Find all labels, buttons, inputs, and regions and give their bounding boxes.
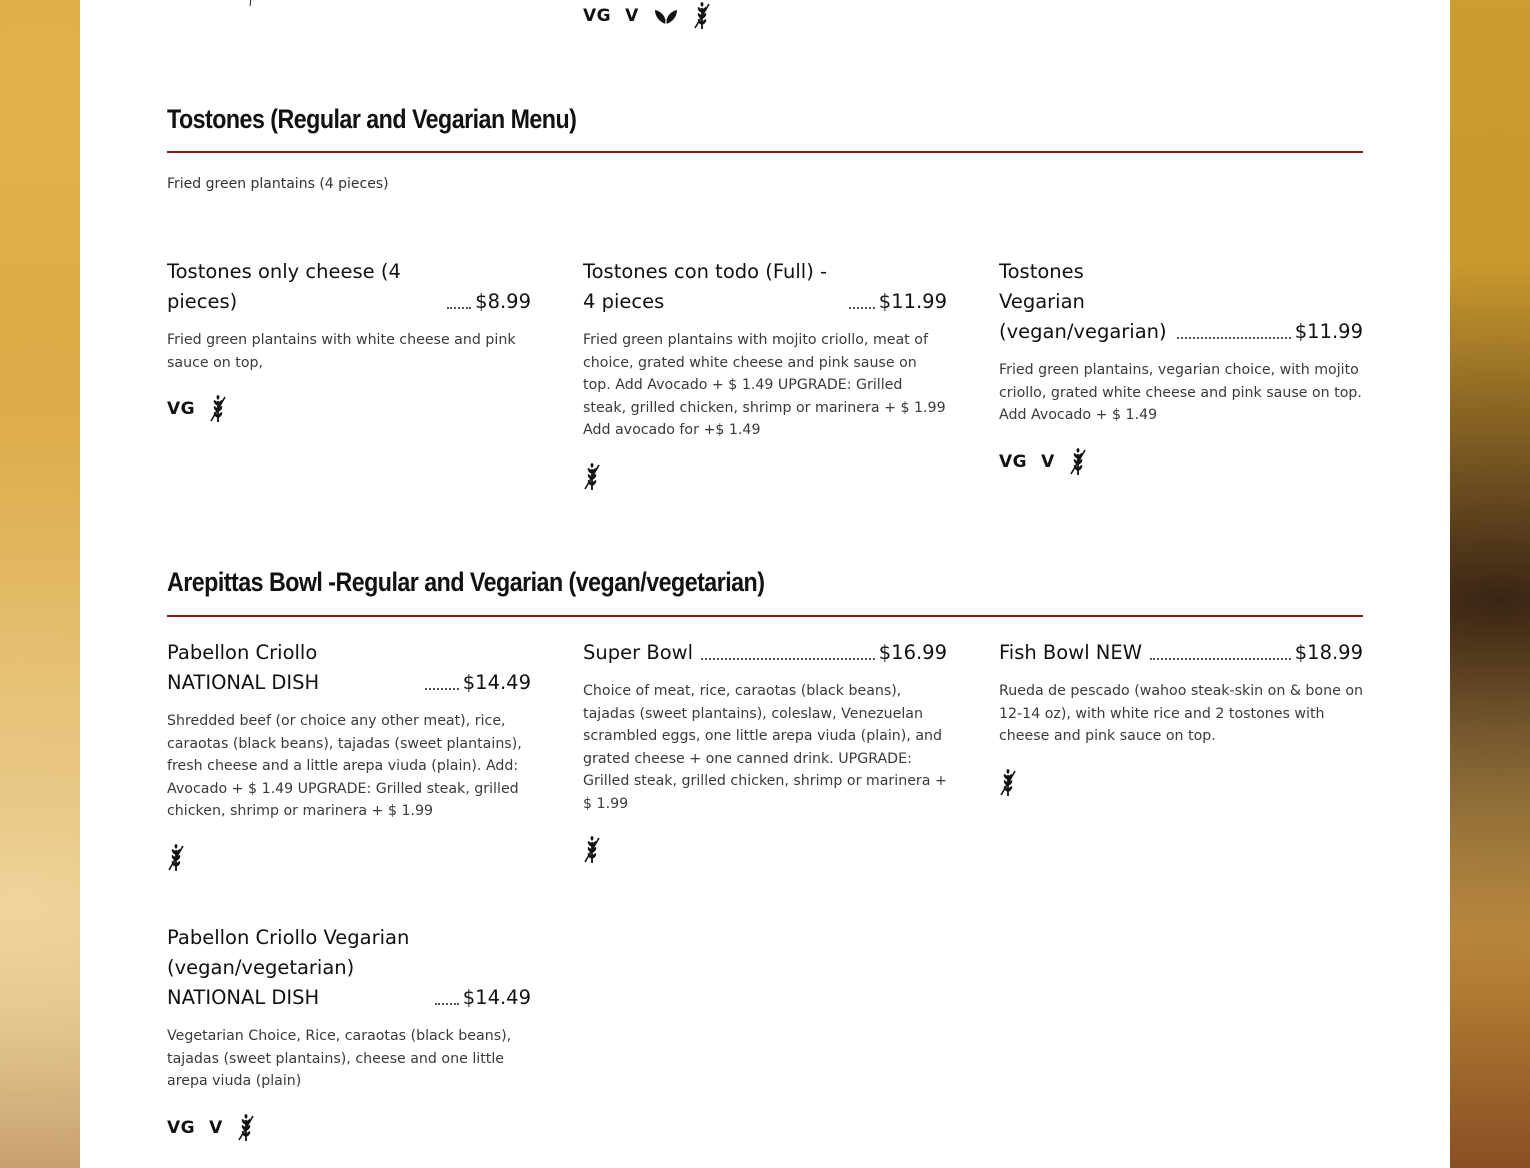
- item-price: $8.99: [475, 290, 531, 313]
- item-description: Vegetarian Choice, Rice, caraotas (black beans), tajadas (sweet plantains), cheese and one little arepa viuda (plain): [167, 1028, 512, 1089]
- item-tags: [167, 394, 531, 424]
- item-description: Fried green plantains, vegarian choice, with mojito criollo, grated white cheese and pink sause on top. Add Avocado + $ 1.49: [999, 362, 1362, 423]
- menu-item-tostones-con-todo: [583, 257, 947, 492]
- top-tags-row: [583, 2, 711, 30]
- gluten-free-icon: [244, 0, 258, 6]
- dot-leader: [435, 1003, 459, 1005]
- item-price: $14.49: [462, 671, 531, 694]
- leaf-icon: [653, 6, 679, 26]
- item-price: $14.49: [462, 986, 531, 1009]
- gluten-free-icon: [583, 463, 601, 491]
- dot-leader: [849, 307, 875, 309]
- item-tags: [167, 1113, 531, 1143]
- menu-item-pabellon-criollo: [167, 638, 531, 873]
- gluten-free-icon: [237, 1114, 255, 1142]
- dot-leader: [701, 658, 875, 660]
- item-tags: [583, 462, 947, 492]
- item-description: Fried green plantains with mojito criollo, meat of choice, grated white cheese and pink sause on top. Add Avocado + $ 1.49 UPGRADE: Grilled steak, grilled chicken, shrimp or marinera + $ 1.99 Add avocado for +$ 1.49: [583, 332, 946, 438]
- item-description: Fried green plantains with white cheese and pink sauce on top,: [167, 332, 516, 371]
- dot-leader: [1177, 337, 1291, 339]
- item-name: Tostones only cheese (4 pieces): [167, 260, 401, 313]
- item-name: Tostones con todo (Full) - 4 pieces: [583, 260, 828, 313]
- item-description: Choice of meat, rice, caraotas (black beans), tajadas (sweet plantains), coleslaw, Venezuelan scrambled eggs, one little arepa viuda (plain), and grated cheese + one canned drink. UPGRADE: Grilled steak, grilled chicken, shrimp or marinera + $ 1.99: [583, 683, 947, 812]
- vegan-tag: VG: [999, 451, 1028, 472]
- vegetarian-tag: V: [209, 1117, 223, 1138]
- item-name: Super Bowl: [583, 641, 694, 664]
- menu-item-pabellon-criollo-vegarian: [167, 923, 531, 1143]
- gluten-free-icon: [583, 836, 601, 864]
- gluten-free-icon: [999, 769, 1017, 797]
- dot-leader: [447, 307, 471, 309]
- item-price: $16.99: [878, 641, 947, 664]
- gluten-free-icon: [693, 2, 711, 30]
- menu-item-tostones-only-cheese: [167, 257, 531, 424]
- item-tags: [999, 447, 1363, 477]
- item-name: Fish Bowl NEW: [999, 641, 1142, 664]
- item-price: $18.99: [1294, 641, 1363, 664]
- gluten-free-icon: [167, 844, 185, 872]
- vegetarian-tag: V: [625, 6, 639, 26]
- section-divider: [167, 151, 1363, 153]
- menu-item-super-bowl: [583, 638, 947, 865]
- menu-item-fish-bowl: [999, 638, 1363, 798]
- vegan-tag: VG: [583, 6, 612, 26]
- item-price: $11.99: [1294, 320, 1363, 343]
- dot-leader: [425, 688, 459, 690]
- item-description: Rueda de pescado (wahoo steak-skin on & bone on 12-14 oz), with white rice and 2 tostones with cheese and pink sauce on top.: [999, 683, 1364, 744]
- item-name: Tostones Vegarian (vegan/vegarian): [999, 260, 1167, 343]
- menu-item-tostones-vegarian: [999, 257, 1363, 477]
- section-description: Fried green plantains (4 pieces): [167, 176, 389, 192]
- section-title-arepittas-bowl: Arepittas Bowl -Regular and Vegarian (vegan/vegetarian): [167, 567, 765, 597]
- vegan-tag: VG: [167, 1117, 196, 1138]
- item-tags: [167, 843, 531, 873]
- item-name: Pabellon Criollo Vegarian (vegan/vegetarian) NATIONAL DISH: [167, 926, 410, 1009]
- item-description: Shredded beef (or choice any other meat), rice, caraotas (black beans), tajadas (sweet plantains), fresh cheese and a little arepa viuda (plain). Add: Avocado + $ 1.49 UPGRADE: Grilled steak, grilled chicken, shrimp or marinera + $ 1.99: [167, 713, 522, 819]
- dot-leader: [1150, 658, 1291, 660]
- item-tags: [999, 768, 1363, 798]
- gluten-free-icon: [209, 395, 227, 423]
- section-divider: [167, 615, 1363, 617]
- vegan-tag: VG: [167, 399, 196, 419]
- section-title-tostones: Tostones (Regular and Vegarian Menu): [167, 104, 577, 134]
- item-tags: [583, 835, 947, 865]
- item-price: $11.99: [878, 290, 947, 313]
- gluten-free-icon: [1069, 448, 1087, 476]
- vegetarian-tag: V: [1041, 451, 1055, 472]
- item-name: Pabellon Criollo NATIONAL DISH: [167, 641, 320, 694]
- menu-panel: [80, 0, 1450, 1168]
